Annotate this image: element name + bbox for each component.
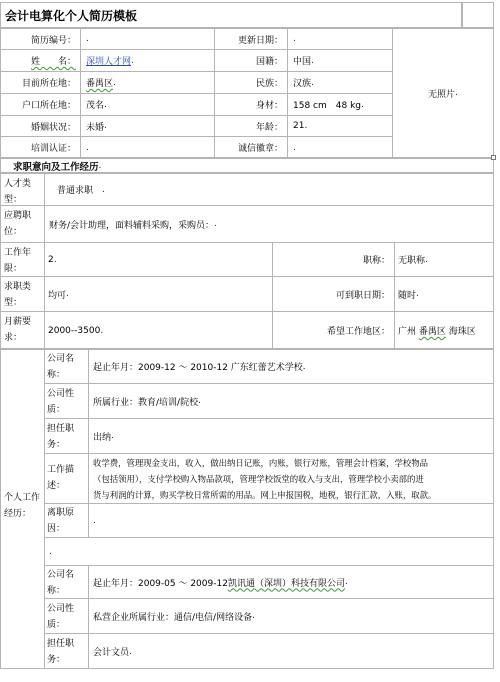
job-title-value: 无职称 . [398, 254, 428, 266]
company-type-label: 公司性质： [47, 604, 75, 630]
job2-period: 起止年月：2009-05 ～ 2009-12 凯讯通（深圳）科技有限公司 . [93, 577, 348, 589]
leave-reason-label: 离职原因： [47, 508, 75, 534]
salary-value: 2000--3500 . [48, 325, 104, 336]
age-value: 21 . [293, 121, 308, 131]
separator-row: . [49, 546, 52, 557]
grid-line [44, 453, 494, 454]
job1-industry: 所属行业：教育/培训/院校 . [93, 396, 201, 408]
credit-badge-label: 诚信徽章： [237, 144, 283, 154]
company-name-label: 公司名称： [47, 570, 75, 596]
job-type-value: 均可 . [48, 289, 69, 301]
nationality-label: 国籍： [255, 57, 283, 67]
job-description-label: 工作描述： [47, 465, 75, 491]
section-heading: 求职意向及工作经历 [13, 161, 99, 173]
section-marker [491, 155, 496, 160]
job2-role: 会计文员 . [93, 646, 132, 658]
resume-no-label: 简历编号： [30, 35, 76, 46]
training-label: 培训认证： [30, 144, 76, 154]
update-date-label: 更新日期： [237, 35, 283, 46]
age-label: 年龄： [255, 122, 283, 133]
work-experience-label: 个人工作经历： [4, 493, 41, 519]
start-date-value: 随时 . [398, 289, 419, 301]
credit-badge-value: . [293, 142, 296, 153]
talent-type-value: 普通求职 . [57, 184, 105, 196]
section-header: 求职意向及工作经历 . [0, 158, 494, 173]
job-type-label: 求职类型： [4, 282, 32, 308]
start-date-label: 可到职日期： [335, 290, 390, 301]
height-label: 身材： [255, 101, 283, 111]
grid-line [44, 349, 45, 669]
residence-label: 目前所在地： [21, 79, 76, 89]
role-label: 担任职务： [47, 424, 75, 450]
job1-period: 起止年月：2009-12 ～ 2010-12 广东红蕾艺术学校 . [93, 361, 306, 373]
work-years-label: 工作年限： [4, 248, 32, 274]
ethnicity-value: 汉族 . [293, 77, 314, 89]
job2-industry: 私营企业所属行业：通信/电信/网络设备 . [93, 611, 255, 623]
role-label: 担任职务： [47, 639, 75, 665]
job1-leave-reason: . [93, 515, 96, 526]
title-bar [0, 2, 462, 28]
title-bar-side [462, 2, 494, 28]
work-years-value: 2 . [48, 254, 57, 265]
job1-description: 收学费，管理现金支出，收入，做出纳日记账，内账，银行对账，管理会计档案，学校物品 （包括领用），支付学校购入物品款项，管理学校饭堂的收入与支出，管理学校小卖部的进 货与利润的计算，购买学校日常所需的用品。网上申报国税，地税，银行汇款，入账，取款。 [93, 458, 437, 500]
page-title: 会计电算化个人简历模板 [5, 8, 138, 23]
company-name-label: 公司名称： [47, 354, 75, 380]
marital-label: 婚姻状况： [30, 122, 76, 133]
training-value: . [86, 142, 89, 153]
company-type-label: 公司性质： [47, 389, 75, 415]
salary-label: 月薪要求： [4, 317, 32, 343]
position-label: 应聘职位： [4, 211, 32, 237]
nationality-value: 中国 . [293, 55, 314, 67]
update-date-value: . [293, 34, 296, 44]
residence-value: 番禺区 . [86, 77, 116, 89]
preferred-area-label: 希望工作地区： [326, 327, 390, 337]
hukou-label: 户口所在地： [21, 101, 76, 111]
name-value[interactable]: 深圳人才网 . [86, 55, 134, 67]
marital-value: 未婚 . [86, 121, 107, 133]
job1-role: 出纳 . [93, 431, 114, 443]
talent-type-label: 人才类型： [4, 179, 32, 205]
hukou-value: 茂名 . [86, 99, 107, 111]
height-value: 158 cm 48 kg . [293, 99, 364, 111]
resume-no-value: . [86, 34, 89, 44]
ethnicity-label: 民族： [255, 79, 283, 89]
name-label: 姓 名： [30, 57, 76, 67]
job-title-label: 职称： [362, 256, 390, 266]
photo-placeholder: 无照片 . [428, 88, 458, 100]
position-value: 财务/会计助理，面料辅料采购，采购员： . [49, 219, 217, 231]
preferred-area-value: 广州 番禺区 海珠区 [398, 327, 476, 337]
